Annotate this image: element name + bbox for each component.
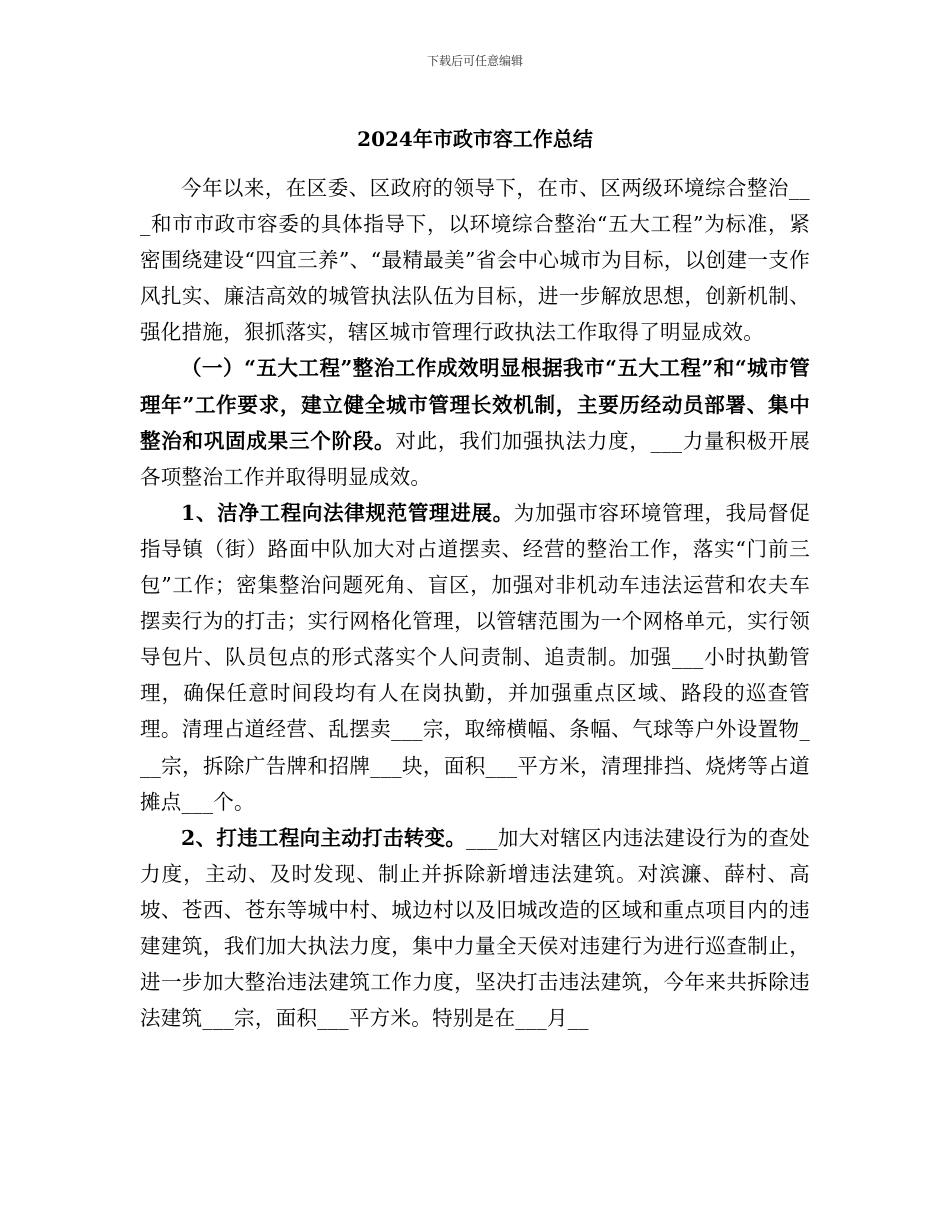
paragraph-bold-lead: 1、洁净工程向法律规范管理进展。 [181, 500, 514, 525]
document-body [140, 170, 810, 1036]
paragraph-bold-lead: 2、打违工程向主动打击转变。 [181, 825, 467, 850]
paragraph-item-one [140, 495, 810, 820]
paragraph-section-one [140, 350, 810, 494]
paragraph-intro [140, 170, 810, 350]
paragraph-text: ___加大对辖区内违法建设行为的查处力度，主动、及时发现、制止并拆除新增违法建筑。对滨濂、薛村、高坡、苍西、苍东等城中村、城边村以及旧城改造的区域和重点项目内的违建建筑，我们加大执法力度，集中力量全天侯对违建行为进行巡查制止，进一步加大整治违法建筑工作力度，坚决打击违法建筑，今年来共拆除违法建筑___宗，面积___平方米。特别是在___月__ [140, 825, 810, 1031]
paragraph-text: 今年以来，在区委、区政府的领导下，在市、区两级环境综合整治___和市市政市容委的具体指导下，以环境综合整治“五大工程”为标准，紧密围绕建设“四宜三养”、“最精最美”省会中心城市为目标，以创建一支作风扎实、廉洁高效的城管执法队伍为目标，进一步解放思想，创新机制、强化措施，狠抓落实，辖区城市管理行政执法工作取得了明显成效。 [140, 176, 810, 345]
paragraph-text: 对此，我们加强执法力度，___力量积极开展各项整治工作并取得明显成效。 [140, 428, 810, 489]
page-header-note: 下载后可任意编辑 [426, 54, 523, 68]
paragraph-bold-lead: （一）“五大工程”整治工作成效明显根据我市“五大工程”和“城市管理年”工作要求，建立健全城市管理长效机制，主要历经动员部署、集中整治和巩固成果三个阶段。 [140, 356, 810, 453]
paragraph-text: 为加强市容环境管理，我局督促指导镇（街）路面中队加大对占道摆卖、经营的整治工作，落实“门前三包”工作；密集整治问题死角、盲区，加强对非机动车违法运营和农夫车摆卖行为的打击；实行网格化管理，以管辖范围为一个网格单元，实行领导包片、队员包点的形式落实个人问责制、追责制。加强___小时执勤管理，确保任意时间段均有人在岗执勤，并加强重点区域、路段的巡查管理。清理占道经营、乱摆卖___宗，取缔横幅、条幅、气球等户外设置物___宗，拆除广告牌和招牌___块，面积___平方米，清理排挡、烧烤等占道摊点___个。 [140, 500, 810, 814]
document-title: 2024年市政市容工作总结 [357, 127, 593, 151]
paragraph-item-two [140, 820, 810, 1037]
